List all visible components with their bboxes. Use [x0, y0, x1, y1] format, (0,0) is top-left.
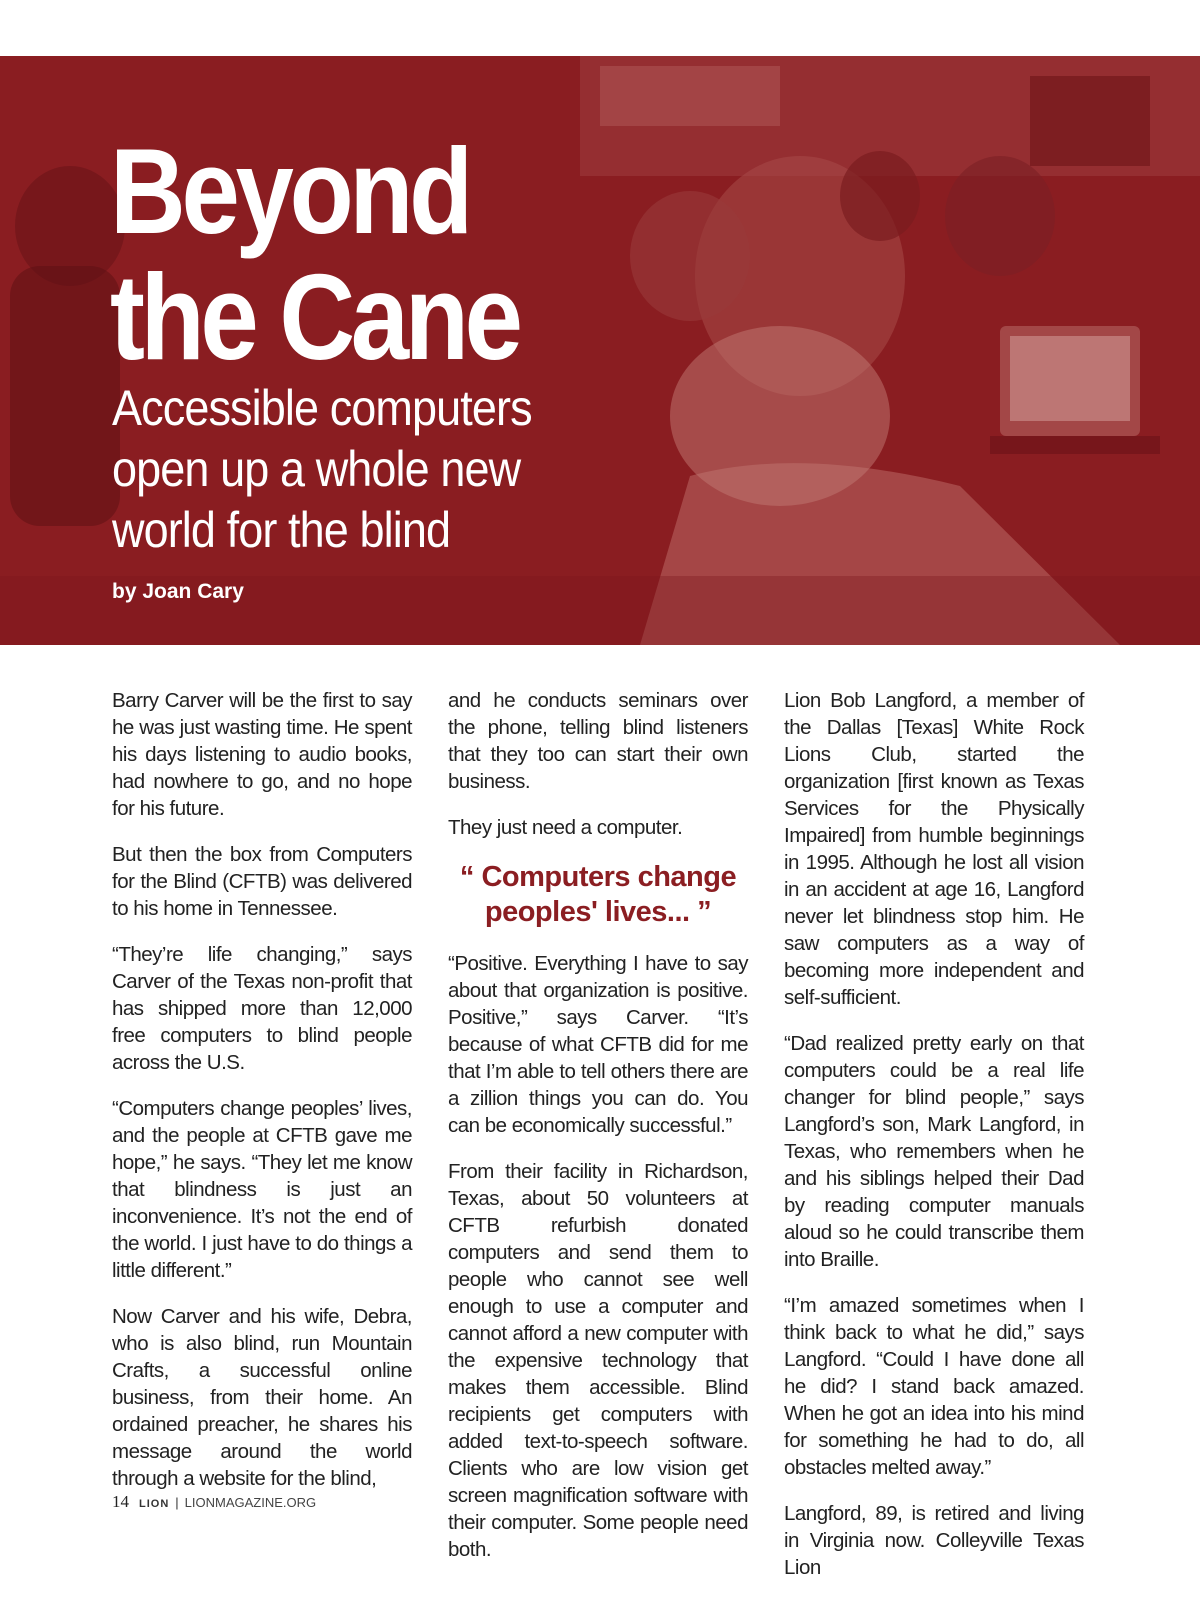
magazine-name: LION [139, 1498, 170, 1510]
footer-separator: | [175, 1495, 179, 1510]
hero-banner [0, 56, 1200, 645]
paragraph: Langford, 89, is retired and living in Virginia now. Colleyville Texas Lion [784, 1502, 1084, 1579]
paragraph: Lion Bob Langford, a member of the Dallas [Texas] White Rock Lions Club, started the organization [first known as Texas Services for the Physically Impaired] from humble beginnings in 1995. Although he lost all vision in an accident at age 16, Langford never let blindness stop him. He saw computers as a way of becoming more independent and self-sufficient. [784, 689, 1084, 1009]
paragraph: They just need a computer. [448, 816, 683, 839]
pull-quote: “ Computers change peoples' lives... ” [459, 861, 737, 928]
paragraph: Now Carver and his wife, Debra, who is also blind, run Mountain Crafts, a successful online business, from their home. An ordained preacher, he shares his message around the world through a website for the blind, [112, 1305, 412, 1490]
website-link[interactable]: LIONMAGAZINE.ORG [184, 1495, 317, 1510]
paragraph: “Computers change peoples’ lives, and the people at CFTB gave me hope,” he says. “They let me know that blindness is just an inconvenience. It’s not the end of the world. I just have to do things a little different.” [112, 1097, 412, 1282]
byline: by Joan Cary [112, 580, 244, 603]
article-subtitle: Accessible computers open up a whole new world for the blind [112, 380, 532, 558]
paragraph: “They’re life changing,” says Carver of the Texas non-profit that has shipped more than 12,000 free computers to blind people across the U.S. [112, 943, 412, 1074]
title-line-1: Beyond [110, 123, 469, 259]
paragraph: Barry Carver will be the first to say he was just wasting time. He spent his days listening to audio books, had nowhere to go, and no hope for his future. [112, 689, 412, 820]
column-2 [448, 687, 748, 1582]
paragraph: From their facility in Richardson, Texas, about 50 volunteers at CFTB refurbish donated computers and send them to people who cannot see well enough to use a computer and cannot afford a new computer with the expensive technology that makes them accessible. Blind recipients get computers with added text-to-speech software. Clients who are low vision get screen magnification software with their computer. Some people need both. [448, 1160, 748, 1561]
paragraph: But then the box from Computers for the Blind (CFTB) was delivered to his home in Tennessee. [112, 843, 412, 920]
column-1 [112, 687, 412, 1511]
paragraph: “I’m amazed sometimes when I think back to what he did,” says Langford. “Could I have done all he did? I stand back amazed. When he got an idea into his mind for something he had to do, all obstacles melted away.” [784, 1294, 1084, 1479]
page-footer [112, 1492, 316, 1512]
paragraph: “Dad realized pretty early on that computers could be a real life changer for blind people,” says Langford’s son, Mark Langford, in Texas, who remembers when he and his siblings helped their Dad by reading computer manuals aloud so he could transcribe them into Braille. [784, 1032, 1084, 1271]
column-3 [784, 687, 1084, 1600]
article-title [110, 123, 519, 385]
paragraph: and he conducts seminars over the phone, telling blind listeners that they too can start their own business. [448, 689, 748, 793]
page-number: 14 [112, 1492, 129, 1511]
title-line-2: the Cane [110, 249, 519, 385]
paragraph: “Positive. Everything I have to say about that organization is positive. Positive,” says Carver. “It’s because of what CFTB did for me that I’m able to tell others there are a zillion things you can do. You can be economically successful.” [448, 952, 748, 1137]
